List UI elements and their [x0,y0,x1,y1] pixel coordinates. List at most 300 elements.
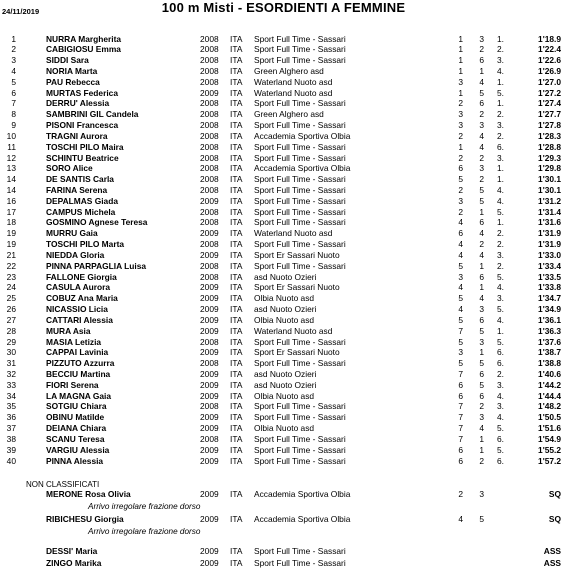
heat-number: 4 [458,514,463,524]
rank-number: 8 [11,109,16,120]
heat-position: 6. [497,433,504,444]
athlete-name: DEIANA Chiara [46,423,107,433]
final-time: 1'40.6 [538,368,561,379]
result-row [0,434,567,445]
result-row [0,88,567,99]
nationality: ITA [230,44,243,55]
heat-position: 4. [497,195,504,206]
page-title: 100 m Misti - ESORDIENTI A FEMMINE [161,0,406,15]
lane-number: 2 [479,109,484,120]
birth-year: 2009 [200,325,219,336]
heat-number: 3 [458,271,463,282]
lane-number: 5 [479,87,484,98]
birth-year: 2009 [200,368,219,379]
result-row [0,337,567,348]
heat-number: 4 [458,282,463,293]
lane-number: 2 [479,401,484,412]
birth-year: 2008 [200,55,219,66]
birth-year: 2009 [200,195,219,206]
birth-year: 2008 [200,66,219,76]
club-name: Accademia Sportiva Olbia [254,514,351,524]
heat-number: 7 [458,401,463,412]
heat-position: 6. [497,141,504,152]
final-time: 1'27.7 [538,109,561,120]
birth-year: 2008 [200,260,219,271]
club-name: Sport Full Time - Sassari [254,33,346,44]
nationality: ITA [230,120,243,131]
final-time: 1'33.8 [538,282,561,293]
heat-position: 5. [497,336,504,347]
rank-number: 23 [6,271,16,282]
final-time: 1'31.9 [538,228,561,239]
lane-number: 3 [479,33,484,44]
result-row [0,207,567,218]
athlete-name: NIEDDA Gloria [46,249,105,260]
nationality: ITA [230,390,243,401]
rank-number: 13 [6,163,16,174]
rank-number: 1 [11,33,16,44]
athlete-name: SAMBRINI GIL Candela [46,109,139,120]
nationality: ITA [230,282,243,293]
rank-number: 14 [6,174,16,185]
birth-year: 2009 [200,87,219,98]
rank-number: 36 [6,412,16,423]
heat-position: 1. [497,174,504,185]
club-name: Sport Full Time - Sassari [254,185,346,195]
final-time: 1'22.6 [538,55,561,66]
rank-number: 4 [11,66,16,76]
rank-number: 28 [6,325,16,336]
heat-number: 1 [458,141,463,152]
athlete-name: SCANU Teresa [46,433,105,444]
result-row [0,401,567,412]
athlete-name: SORO Alice [46,163,93,174]
birth-year: 2008 [200,239,219,250]
event-date: 24/11/2019 [2,7,40,16]
nationality: ITA [230,228,243,239]
rank-number: 40 [6,455,16,466]
heat-position: 2. [497,130,504,141]
lane-number: 6 [479,217,484,228]
heat-number: 5 [458,174,463,185]
athlete-name: BECCIU Martina [46,368,111,379]
result-row [0,282,567,293]
rank-number: 27 [6,314,16,325]
result-row [0,142,567,153]
result-row [0,55,567,66]
athlete-name: MERONE Rosa Olivia [46,489,131,499]
non-classified-row [0,514,567,525]
athlete-name: CASULA Aurora [46,282,111,293]
lane-number: 1 [479,66,484,76]
athlete-name: DEPALMAS Giada [46,195,118,206]
athlete-name: CATTARI Alessia [46,314,113,325]
heat-position: 3. [497,293,504,304]
club-name: Waterland Nuoto asd [254,76,333,87]
birth-year: 2008 [200,120,219,131]
rank-number: 30 [6,347,16,358]
club-name: Green Alghero asd [254,66,324,76]
athlete-name: MURA Asia [46,325,91,336]
heat-position: 4. [497,314,504,325]
non-classified-row [0,546,567,557]
nationality: ITA [230,152,243,163]
club-name: Sport Full Time - Sassari [254,239,346,250]
nationality: ITA [230,379,243,390]
lane-number: 4 [479,228,484,239]
birth-year: 2009 [200,455,219,466]
final-time: 1'36.3 [538,325,561,336]
birth-year: 2008 [200,358,219,369]
lane-number: 4 [479,423,484,433]
lane-number: 2 [479,174,484,185]
nationality: ITA [230,514,243,524]
rank-number: 10 [6,130,16,141]
nationality: ITA [230,195,243,206]
nationality: ITA [230,33,243,44]
heat-position: 4. [497,282,504,293]
athlete-name: TOSCHI PILO Maira [46,141,124,152]
birth-year: 2008 [200,98,219,109]
result-row [0,358,567,369]
heat-position: 6. [497,358,504,369]
nationality: ITA [230,87,243,98]
final-time: 1'22.4 [538,44,561,55]
lane-number: 2 [479,152,484,163]
lane-number: 4 [479,249,484,260]
rank-number: 31 [6,358,16,369]
rank-number: 29 [6,336,16,347]
nationality: ITA [230,546,243,556]
athlete-name: PISONI Francesca [46,120,119,131]
rank-number: 9 [11,120,16,131]
heat-position: 1. [497,217,504,228]
final-time: 1'48.2 [538,401,561,412]
lane-number: 2 [479,455,484,466]
birth-year: 2009 [200,314,219,325]
lane-number: 5 [479,379,484,390]
final-time: 1'31.6 [538,217,561,228]
lane-number: 4 [479,293,484,304]
birth-year: 2008 [200,44,219,55]
club-name: Sport Full Time - Sassari [254,358,346,369]
birth-year: 2009 [200,379,219,390]
birth-year: 2009 [200,390,219,401]
final-time: 1'18.9 [538,33,561,44]
disqualification-note: Arrivo irregolare frazione dorso [88,527,201,536]
lane-number: 5 [479,325,484,336]
nationality: ITA [230,55,243,66]
final-time: 1'50.5 [538,412,561,423]
athlete-name: LA MAGNA Gaia [46,390,111,401]
heat-position: 2. [497,368,504,379]
birth-year: 2009 [200,228,219,239]
athlete-name: OBINU Matilde [46,412,105,423]
heat-number: 2 [458,489,463,499]
heat-position: 1. [497,33,504,44]
birth-year: 2008 [200,271,219,282]
birth-year: 2008 [200,185,219,195]
lane-number: 5 [479,514,484,524]
heat-position: 5. [497,423,504,433]
heat-number: 7 [458,325,463,336]
birth-year: 2009 [200,558,219,568]
heat-number: 7 [458,433,463,444]
result-row [0,34,567,45]
non-classified-row [0,489,567,500]
club-name: Sport Er Sassari Nuoto [254,282,340,293]
heat-position: 5. [497,304,504,314]
heat-number: 5 [458,260,463,271]
club-name: Sport Full Time - Sassari [254,444,346,455]
nationality: ITA [230,217,243,228]
birth-year: 2008 [200,152,219,163]
club-name: Waterland Nuoto asd [254,228,333,239]
result-row [0,315,567,326]
club-name: Olbia Nuoto asd [254,423,315,433]
result-row [0,163,567,174]
heat-number: 3 [458,120,463,131]
nationality: ITA [230,358,243,369]
birth-year: 2008 [200,217,219,228]
athlete-name: FIORI Serena [46,379,99,390]
club-name: asd Nuoto Ozieri [254,379,317,390]
heat-number: 2 [458,185,463,195]
rank-number: 6 [11,87,16,98]
club-name: Sport Er Sassari Nuoto [254,249,340,260]
nationality: ITA [230,368,243,379]
heat-number: 7 [458,423,463,433]
club-name: Sport Full Time - Sassari [254,455,346,466]
athlete-name: NORIA Marta [46,66,98,76]
heat-position: 3. [497,120,504,131]
club-name: Sport Full Time - Sassari [254,174,346,185]
birth-year: 2009 [200,347,219,358]
final-time: 1'31.2 [538,195,561,206]
rank-number: 17 [6,206,16,217]
heat-number: 5 [458,358,463,369]
heat-position: 5. [497,206,504,217]
heat-number: 5 [458,293,463,304]
final-time: 1'34.7 [538,293,561,304]
result-row [0,380,567,391]
heat-number: 3 [458,76,463,87]
nationality: ITA [230,185,243,195]
result-row [0,120,567,131]
birth-year: 2009 [200,514,219,524]
result-row [0,153,567,164]
final-time: 1'27.8 [538,120,561,131]
rank-number: 38 [6,433,16,444]
heat-number: 1 [458,66,463,76]
result-row [0,239,567,250]
rank-number: 33 [6,379,16,390]
final-time: 1'57.2 [538,455,561,466]
rank-number: 11 [7,141,16,152]
athlete-name: NURRA Margherita [46,33,122,44]
birth-year: 2008 [200,433,219,444]
athlete-name: FALLONE Giorgia [46,271,117,282]
heat-number: 4 [458,304,463,314]
heat-position: 2. [497,44,504,55]
nationality: ITA [230,304,243,314]
athlete-name: MURTAS Federica [46,87,118,98]
lane-number: 1 [479,260,484,271]
nationality: ITA [230,260,243,271]
heat-number: 1 [458,55,463,66]
status-code: SQ [548,489,561,499]
nationality: ITA [230,163,243,174]
heat-position: 1. [497,163,504,174]
rank-number: 19 [6,239,16,250]
nationality: ITA [230,66,243,76]
heat-number: 1 [458,44,463,55]
non-classified-heading: NON CLASSIFICATI [26,480,100,489]
birth-year: 2008 [200,130,219,141]
birth-year: 2008 [200,401,219,412]
result-row [0,272,567,283]
birth-year: 2008 [200,163,219,174]
result-row [0,293,567,304]
nationality: ITA [230,249,243,260]
result-row [0,44,567,55]
heat-number: 6 [458,444,463,455]
heat-position: 2. [497,109,504,120]
heat-position: 2. [497,260,504,271]
rank-number: 2 [11,44,16,55]
result-row [0,347,567,358]
heat-position: 3. [497,152,504,163]
rank-number: 22 [6,260,16,271]
athlete-name: NICASSIO Licia [46,304,108,314]
heat-number: 4 [458,249,463,260]
birth-year: 2009 [200,293,219,304]
club-name: Sport Full Time - Sassari [254,336,346,347]
club-name: Sport Full Time - Sassari [254,401,346,412]
club-name: Olbia Nuoto asd [254,390,315,401]
heat-number: 4 [458,239,463,250]
heat-number: 1 [458,33,463,44]
birth-year: 2008 [200,33,219,44]
club-name: Green Alghero asd [254,109,324,120]
athlete-name: DE SANTIS Carla [46,174,114,185]
nationality: ITA [230,98,243,109]
rank-number: 19 [6,228,16,239]
club-name: Sport Full Time - Sassari [254,546,346,556]
heat-number: 6 [458,163,463,174]
result-row [0,77,567,88]
athlete-name: MASIA Letizia [46,336,102,347]
heat-position: 5. [497,271,504,282]
birth-year: 2008 [200,174,219,185]
heat-number: 2 [458,206,463,217]
athlete-name: PINNA PARPAGLIA Luisa [46,260,147,271]
rank-number: 5 [11,76,16,87]
heat-position: 6. [497,347,504,358]
athlete-name: SCHINTU Beatrice [46,152,119,163]
heat-position: 4. [497,66,504,76]
athlete-name: DESSI' Maria [46,546,98,556]
result-row [0,196,567,207]
lane-number: 1 [479,444,484,455]
club-name: Sport Full Time - Sassari [254,433,346,444]
final-time: 1'55.2 [538,444,561,455]
club-name: Sport Full Time - Sassari [254,44,346,55]
result-row [0,304,567,315]
athlete-name: PINNA Alessia [46,455,104,466]
club-name: asd Nuoto Ozieri [254,304,317,314]
final-time: 1'26.9 [538,66,561,76]
result-row [0,228,567,239]
birth-year: 2009 [200,489,219,499]
heat-position: 1. [497,98,504,109]
result-row [0,250,567,261]
result-row [0,174,567,185]
final-time: 1'36.1 [538,314,561,325]
birth-year: 2009 [200,546,219,556]
final-time: 1'30.1 [538,174,561,185]
result-row [0,456,567,467]
nationality: ITA [230,130,243,141]
lane-number: 6 [479,368,484,379]
final-time: 1'54.9 [538,433,561,444]
final-time: 1'38.8 [538,358,561,369]
status-code: ASS [543,558,561,568]
nationality: ITA [230,423,243,433]
result-row [0,131,567,142]
lane-number: 3 [479,489,484,499]
result-row [0,369,567,380]
club-name: Sport Full Time - Sassari [254,206,346,217]
lane-number: 2 [479,44,484,55]
result-row [0,217,567,228]
athlete-name: DERRU' Alessia [46,98,110,109]
lane-number: 5 [479,358,484,369]
nationality: ITA [230,76,243,87]
final-time: 1'31.9 [538,239,561,250]
nationality: ITA [230,109,243,120]
rank-number: 39 [6,444,16,455]
heat-position: 3. [497,249,504,260]
result-row [0,66,567,77]
final-time: 1'38.7 [538,347,561,358]
lane-number: 6 [479,314,484,325]
athlete-name: CAPPAI Lavinia [46,347,109,358]
birth-year: 2009 [200,412,219,423]
result-row [0,109,567,120]
nationality: ITA [230,174,243,185]
club-name: Sport Full Time - Sassari [254,98,346,109]
heat-number: 6 [458,228,463,239]
club-name: Accademia Sportiva Olbia [254,489,351,499]
final-time: 1'44.4 [538,390,561,401]
result-row [0,326,567,337]
heat-number: 2 [458,152,463,163]
disqualification-note: Arrivo irregolare frazione dorso [88,502,201,511]
athlete-name: TOSCHI PILO Marta [46,239,125,250]
lane-number: 6 [479,55,484,66]
club-name: Sport Full Time - Sassari [254,260,346,271]
athlete-name: CAMPUS Michela [46,206,116,217]
athlete-name: COBUZ Ana Maria [46,293,118,304]
heat-number: 2 [458,98,463,109]
club-name: Sport Full Time - Sassari [254,55,346,66]
heat-number: 1 [458,87,463,98]
club-name: asd Nuoto Ozieri [254,271,317,282]
nationality: ITA [230,325,243,336]
nationality: ITA [230,401,243,412]
lane-number: 6 [479,390,484,401]
